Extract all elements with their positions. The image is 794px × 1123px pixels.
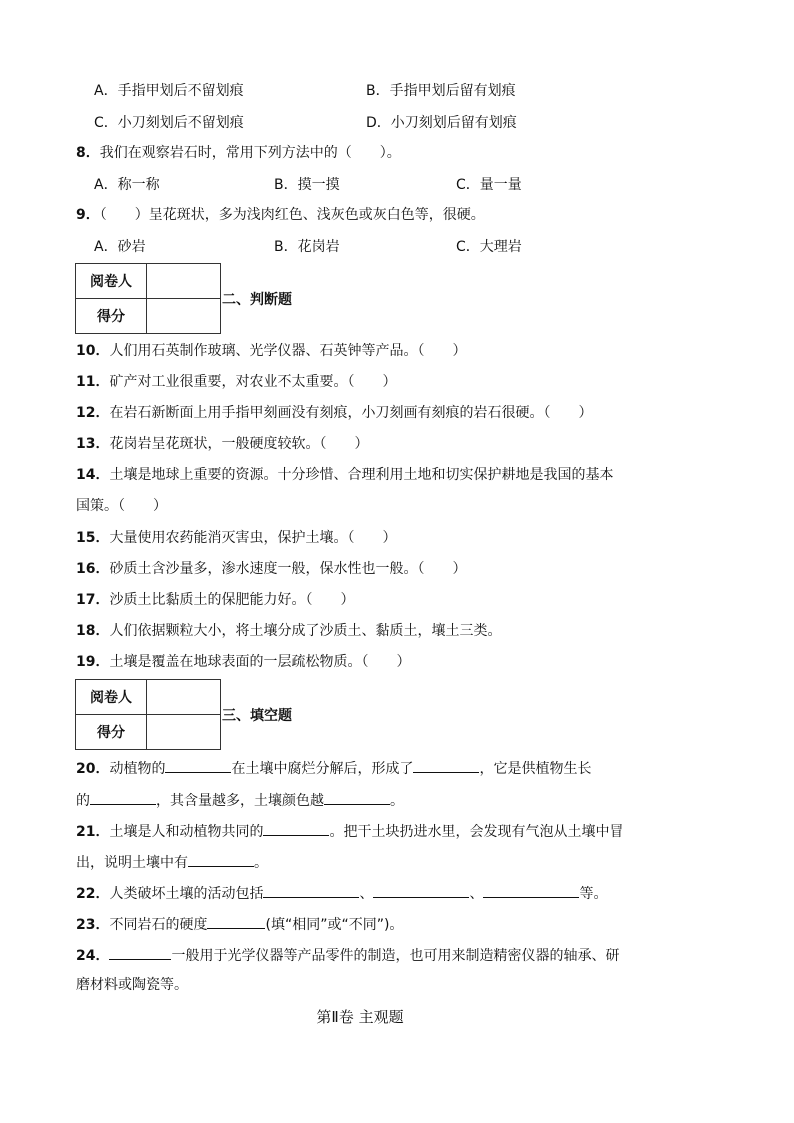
question-text: 土壤是覆盖在地球表面的一层疏松物质。（ ） xyxy=(109,654,411,670)
answer-blank[interactable] xyxy=(207,913,265,929)
question-text: 人类破坏土壤的活动包括 xyxy=(109,886,264,902)
q9-option-c[interactable]: C．大理岩 xyxy=(456,239,522,255)
question-number: 10． xyxy=(76,343,110,359)
question-16 xyxy=(76,559,466,579)
question-23 xyxy=(76,913,403,935)
question-text: 出，说明土壤中有 xyxy=(76,855,188,871)
question-19 xyxy=(76,652,410,672)
question-text: 国策。（ ） xyxy=(76,498,167,514)
question-text: 。 xyxy=(390,793,404,809)
question-number: 14． xyxy=(76,467,110,483)
question-number: 24． xyxy=(76,948,110,964)
question-text: 人们用石英制作玻璃、光学仪器、石英钟等产品。（ ） xyxy=(109,343,467,359)
answer-blank[interactable] xyxy=(90,789,156,805)
grader-table-section-2 xyxy=(75,263,221,334)
question-number: 16． xyxy=(76,561,110,577)
q7-option-d[interactable]: D．小刀刻划后留有划痕 xyxy=(366,115,517,131)
answer-blank[interactable] xyxy=(263,882,359,898)
question-text: 人们依据颗粒大小，将土壤分成了沙质土、黏质土，壤土三类。 xyxy=(109,623,502,639)
q8-option-a[interactable]: A．称一称 xyxy=(94,177,160,193)
question-text: 、 xyxy=(359,886,374,902)
question-text: ，其含量越多，土壤颜色越 xyxy=(156,793,324,809)
question-text: 动植物的 xyxy=(109,761,166,777)
question-text: 砂质土含沙量多，渗水速度一般，保水性也一般。（ ） xyxy=(109,561,467,577)
score-label: 得分 xyxy=(76,299,147,334)
q9-option-a[interactable]: A．砂岩 xyxy=(94,239,146,255)
reviewer-field[interactable] xyxy=(147,264,221,299)
question-number: 19． xyxy=(76,654,110,670)
question-text: 、 xyxy=(469,886,484,902)
score-field[interactable] xyxy=(147,299,221,334)
question-number: 15． xyxy=(76,530,110,546)
q7-option-c[interactable]: C．小刀刻划后不留划痕 xyxy=(94,115,244,131)
question-number: 20． xyxy=(76,761,110,777)
question-text: 沙质土比黏质土的保肥能力好。（ ） xyxy=(109,592,355,608)
question-number: 11． xyxy=(76,374,110,390)
q7-option-a[interactable]: A．手指甲划后不留划痕 xyxy=(94,83,244,99)
question-text: 。把干土块扔进水里，会发现有气泡从土壤中冒 xyxy=(329,824,624,840)
question-9 xyxy=(76,205,485,225)
question-number: 23． xyxy=(76,917,110,933)
question-text: 大量使用农药能消灭害虫，保护土壤。（ ） xyxy=(109,530,397,546)
question-text: 磨材料或陶瓷等。 xyxy=(76,977,188,993)
question-10 xyxy=(76,341,466,361)
question-21-continued xyxy=(76,851,268,873)
question-20 xyxy=(76,757,591,779)
question-17 xyxy=(76,590,354,610)
question-24-continued xyxy=(76,975,188,995)
answer-blank[interactable] xyxy=(373,882,469,898)
answer-blank[interactable] xyxy=(324,789,390,805)
question-number: 18． xyxy=(76,623,110,639)
question-11 xyxy=(76,372,396,392)
section-title-judge: 二、判断题 xyxy=(222,292,292,308)
question-text: 在岩石新断面上用手指甲刻画没有刻痕，小刀刻画有刻痕的岩石很硬。（ ） xyxy=(109,405,593,421)
q7-option-b[interactable]: B．手指甲划后留有划痕 xyxy=(366,83,516,99)
answer-blank[interactable] xyxy=(413,757,479,773)
score-field[interactable] xyxy=(147,715,221,750)
question-text: 土壤是人和动植物共同的 xyxy=(109,824,264,840)
question-15 xyxy=(76,528,396,548)
question-text: 不同岩石的硬度 xyxy=(109,917,208,933)
question-text: 矿产对工业很重要，对农业不太重要。（ ） xyxy=(109,374,397,390)
answer-blank[interactable] xyxy=(188,851,254,867)
question-12 xyxy=(76,403,592,423)
q8-option-c[interactable]: C．量一量 xyxy=(456,177,522,193)
question-text: 等。 xyxy=(579,886,608,902)
grader-table-section-3 xyxy=(75,679,221,750)
question-text: 在土壤中腐烂分解后，形成了 xyxy=(231,761,414,777)
score-label: 得分 xyxy=(76,715,147,750)
reviewer-label: 阅卷人 xyxy=(76,264,147,299)
question-text: (填“相同”或“不同”)。 xyxy=(265,917,404,933)
question-number: 17． xyxy=(76,592,110,608)
question-13 xyxy=(76,434,368,454)
question-22 xyxy=(76,882,607,904)
question-20-continued xyxy=(76,789,404,811)
question-text: 花岗岩呈花斑状，一般硬度较软。（ ） xyxy=(109,436,369,452)
question-number: 22． xyxy=(76,886,110,902)
question-text: ，它是供植物生长 xyxy=(479,761,592,777)
q9-option-b[interactable]: B．花岗岩 xyxy=(274,239,340,255)
question-text: 的 xyxy=(76,793,90,809)
question-14 xyxy=(76,465,613,485)
reviewer-label: 阅卷人 xyxy=(76,680,147,715)
answer-blank[interactable] xyxy=(165,757,231,773)
question-number: 12． xyxy=(76,405,110,421)
question-number: 9． xyxy=(76,207,100,223)
section-title-fill: 三、填空题 xyxy=(222,708,292,724)
question-14-continued xyxy=(76,496,167,516)
question-number: 8． xyxy=(76,145,100,161)
question-text: （ ）呈花斑状，多为浅肉红色、浅灰色或灰白色等，很硬。 xyxy=(99,207,485,223)
question-21 xyxy=(76,820,623,842)
answer-blank[interactable] xyxy=(263,820,329,836)
question-8 xyxy=(76,143,401,163)
question-number: 21． xyxy=(76,824,110,840)
q8-option-b[interactable]: B．摸一摸 xyxy=(274,177,340,193)
reviewer-field[interactable] xyxy=(147,680,221,715)
question-text: 。 xyxy=(254,855,268,871)
question-text: 我们在观察岩石时，常用下列方法中的（ ）。 xyxy=(99,145,401,161)
question-number: 13． xyxy=(76,436,110,452)
answer-blank[interactable] xyxy=(483,882,579,898)
volume-title: 第Ⅱ卷 主观题 xyxy=(316,1008,404,1026)
answer-blank[interactable] xyxy=(109,944,171,960)
question-text: 一般用于光学仪器等产品零件的制造，也可用来制造精密仪器的轴承、研 xyxy=(171,948,620,964)
question-text: 土壤是地球上重要的资源。十分珍惜、合理利用土地和切实保护耕地是我国的基本 xyxy=(109,467,614,483)
question-18 xyxy=(76,621,501,641)
question-24 xyxy=(76,944,619,966)
